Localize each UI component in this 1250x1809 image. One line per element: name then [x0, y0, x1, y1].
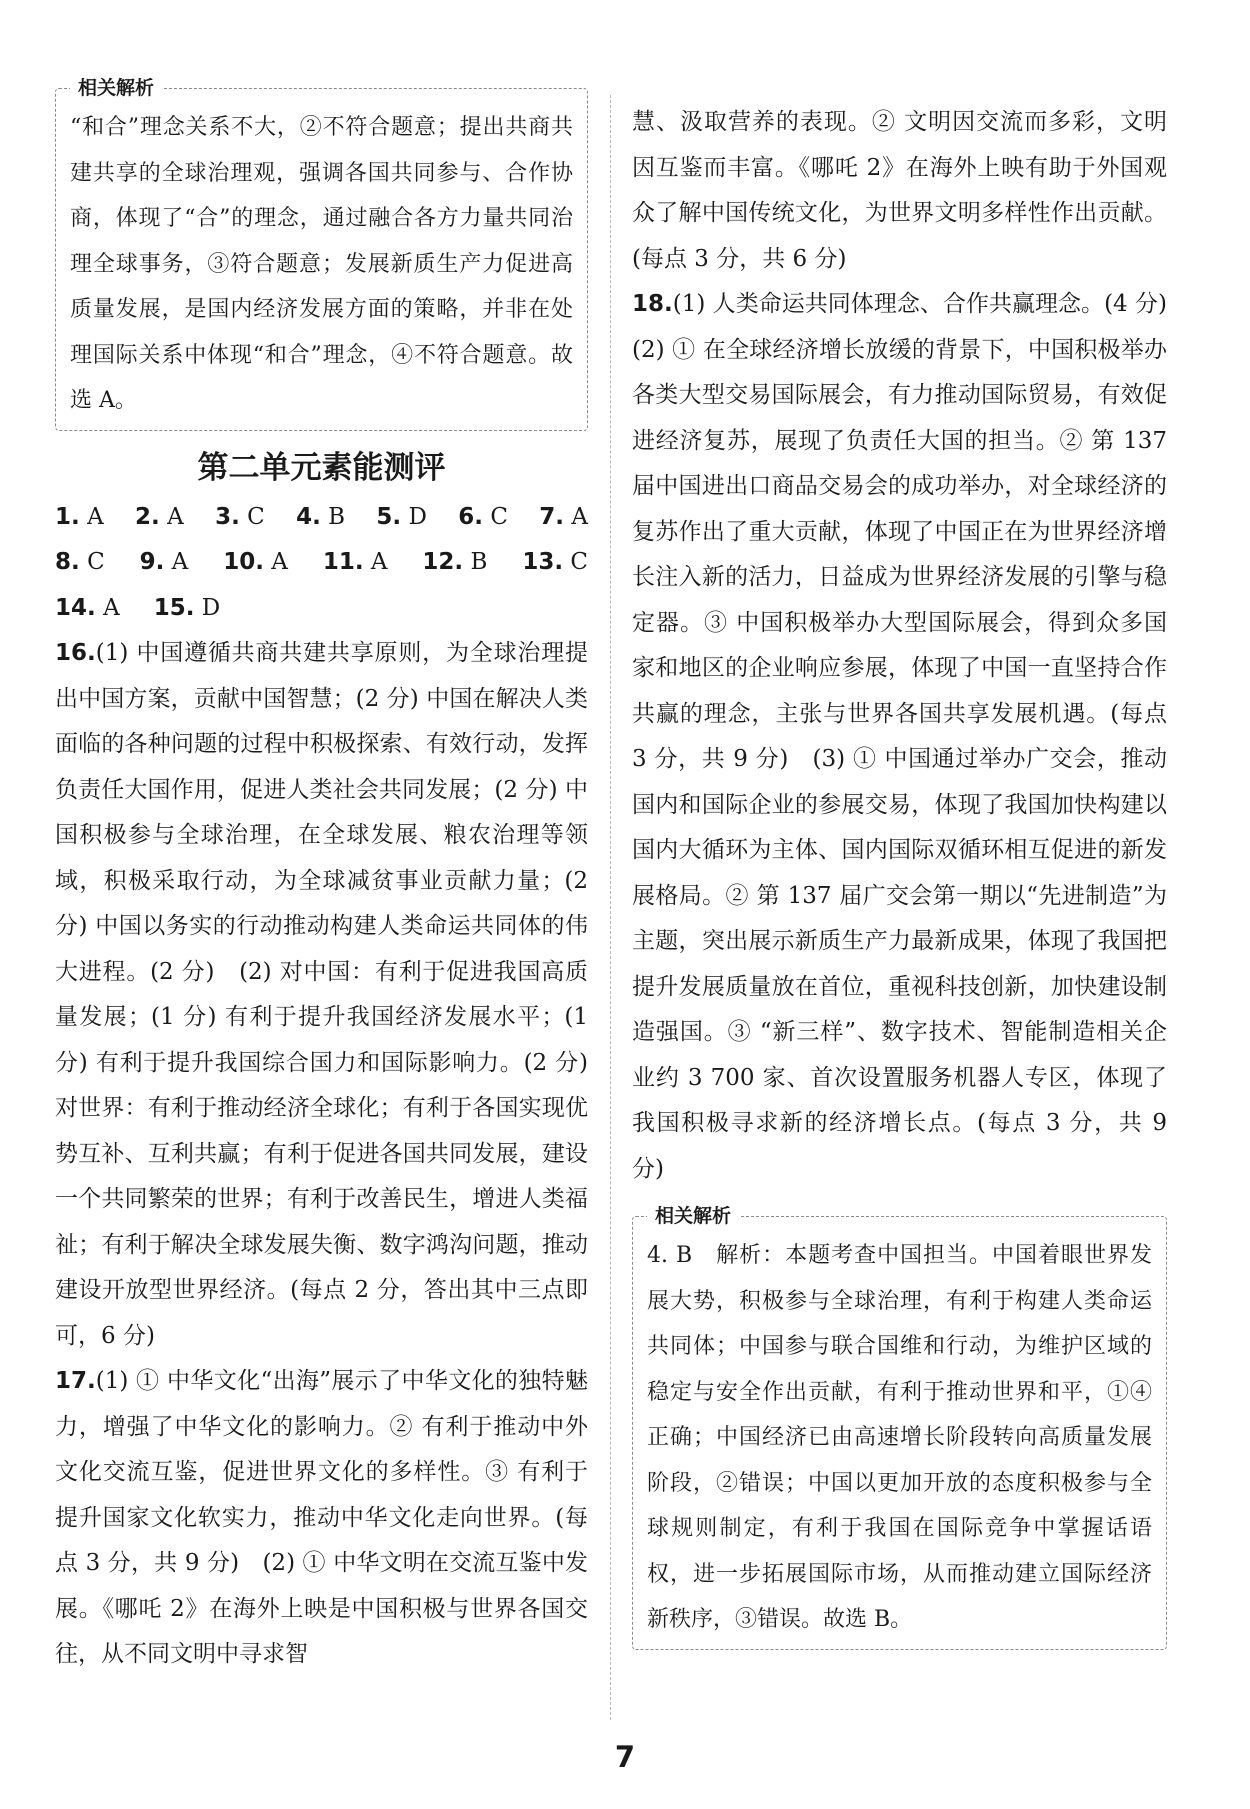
answer-item: 5. D — [376, 503, 427, 530]
answer-item: 13. C — [522, 549, 588, 575]
answer-item: 15. D — [153, 594, 221, 621]
question-18-number: 18. — [632, 291, 673, 317]
answer-item: 7. A — [539, 503, 588, 530]
analysis-box-2 — [632, 1205, 1167, 1650]
answer-item: 8. C — [55, 549, 105, 575]
right-column — [632, 100, 1190, 1650]
answer-row-3 — [55, 586, 588, 632]
answer-item: 2. A — [135, 503, 184, 530]
question-16-number: 16. — [55, 640, 96, 666]
question-18-answer — [632, 282, 1190, 1192]
column-divider — [610, 95, 611, 1720]
analysis-box-1 — [55, 77, 588, 431]
answer-item: 10. A — [223, 549, 288, 575]
analysis-box-2-label: 相关解析 — [647, 1203, 739, 1229]
answer-item: 12. B — [422, 549, 488, 575]
question-17-number: 17. — [55, 1368, 96, 1394]
question-17-continued: 慧、汲取营养的表现。② 文明因交流而多彩，文明因互鉴而丰富。《哪吒 2》在海外上映有助于外国观众了解中国传统文化，为世界文明多样性作出贡献。(每点 3 分，共 6 分) — [632, 109, 1167, 272]
question-16-text: (1) 中国遵循共商共建共享原则，为全球治理提出中国方案，贡献中国智慧；(2 分) 中国在解决人类面临的各种问题的过程中积极探索、有效行动，发挥负责任大国作用，促进人类社会共同发展；(2 分) 中国积极参与全球治理，在全球发展、粮农治理等领域，积极采取行动，为全球减贫事业贡献力量；(2 分) 中国以务实的行动推动构建人类命运共同体的伟大进程。(2 分) (2) 对中国：有利于促进我国高质量发展；(1 分) 有利于提升我国经济发展水平；(1 分) 有利于提升我国综合国力和国际影响力。(2 分) 对世界：有利于推动经济全球化；有利于各国实现优势互补、互利共赢；有利于促进各国共同发展，建设一个共同繁荣的世界；有利于改善民生，增进人类福祉；有利于解决全球发展失衡、数字鸿沟问题，推动建设开放型世界经济。(每点 2 分，答出其中三点即可，6 分) — [55, 640, 611, 1349]
answer-item: 4. B — [296, 503, 346, 530]
answer-key — [55, 495, 588, 632]
answer-item: 9. A — [139, 549, 189, 575]
page-number: 7 — [614, 1740, 636, 1774]
analysis-box-1-text: “和合”理念关系不大，②不符合题意；提出共商共建共享的全球治理观，强调各国共同参与、合作协商，体现了“合”的理念，通过融合各方力量共同治理全球事务，③符合题意；发展新质生产力促进高质量发展，是国内经济发展方面的策略，并非在处理国际关系中体现“和合”理念，④不符合题意。故选 A。 — [70, 115, 573, 413]
answer-item: 14. A — [55, 594, 120, 621]
question-17-answer — [55, 1359, 588, 1678]
analysis-box-2-text: 4. B 解析：本题考查中国担当。中国着眼世界发展大势，积极参与全球治理，有利于构建人类命运共同体；中国参与联合国维和行动，为维护区域的稳定与安全作出贡献，有利于推动世界和平，①④正确；中国经济已由高速增长阶段转向高质量发展阶段，②错误；中国以更加开放的态度积极参与全球规则制定，有利于我国在国际竞争中掌握话语权，进一步拓展国际市场，从而推动建立国际经济新秩序，③错误。故选 B。 — [647, 1243, 1152, 1632]
left-column — [55, 77, 611, 1678]
answer-row-1 — [55, 495, 588, 541]
answer-item: 1. A — [55, 503, 104, 530]
section-title: 第二单元素能测评 — [197, 449, 446, 486]
question-16-answer — [55, 631, 611, 1359]
answer-item: 11. A — [322, 549, 388, 575]
answer-item: 3. C — [215, 503, 265, 530]
answer-item: 6. C — [458, 503, 508, 530]
question-17-text: (1) ① 中华文化“出海”展示了中华文化的独特魅力，增强了中华文化的影响力。② 有利于推动中外文化交流互鉴，促进世界文化的多样性。③ 有利于提升国家文化软实力，推动中华文化走向世界。(每点 3 分，共 9 分) (2) ① 中华文明在交流互鉴中发展。《哪吒 2》在海外上映是中国积极与世界各国交往，从不同文明中寻求智 — [55, 1368, 588, 1667]
answer-row-2 — [55, 540, 588, 586]
analysis-box-1-label: 相关解析 — [70, 75, 162, 101]
question-18-text: (1) 人类命运共同体理念、合作共赢理念。(4 分) (2) ① 在全球经济增长放缓的背景下，中国积极举办各类大型交易国际展会，有力推动国际贸易，有效促进经济复苏，展现了负责任大国的担当。② 第 137 届中国进出口商品交易会的成功举办，对全球经济的复苏作出了重大贡献，体现了中国正在为世界经济增长注入新的活力，日益成为世界经济发展的引擎与稳定器。③ 中国积极举办大型国际展会，得到众多国家和地区的企业响应参展，体现了中国一直坚持合作共赢的理念，主张与世界各国共享发展机遇。(每点 3 分，共 9 分) (3) ① 中国通过举办广交会，推动国内和国际企业的参展交易，体现了我国加快构建以国内大循环为主体、国内国际双循环相互促进的新发展格局。② 第 137 届广交会第一期以“先进制造”为主题，突出展示新质生产力最新成果，体现了我国把提升发展质量放在首位，重视科技创新，加快建设制造强国。③ “新三样”、数字技术、智能制造相关企业约 3 700 家、首次设置服务机器人专区，体现了我国积极寻求新的经济增长点。(每点 3 分，共 9 分) — [632, 291, 1190, 1182]
